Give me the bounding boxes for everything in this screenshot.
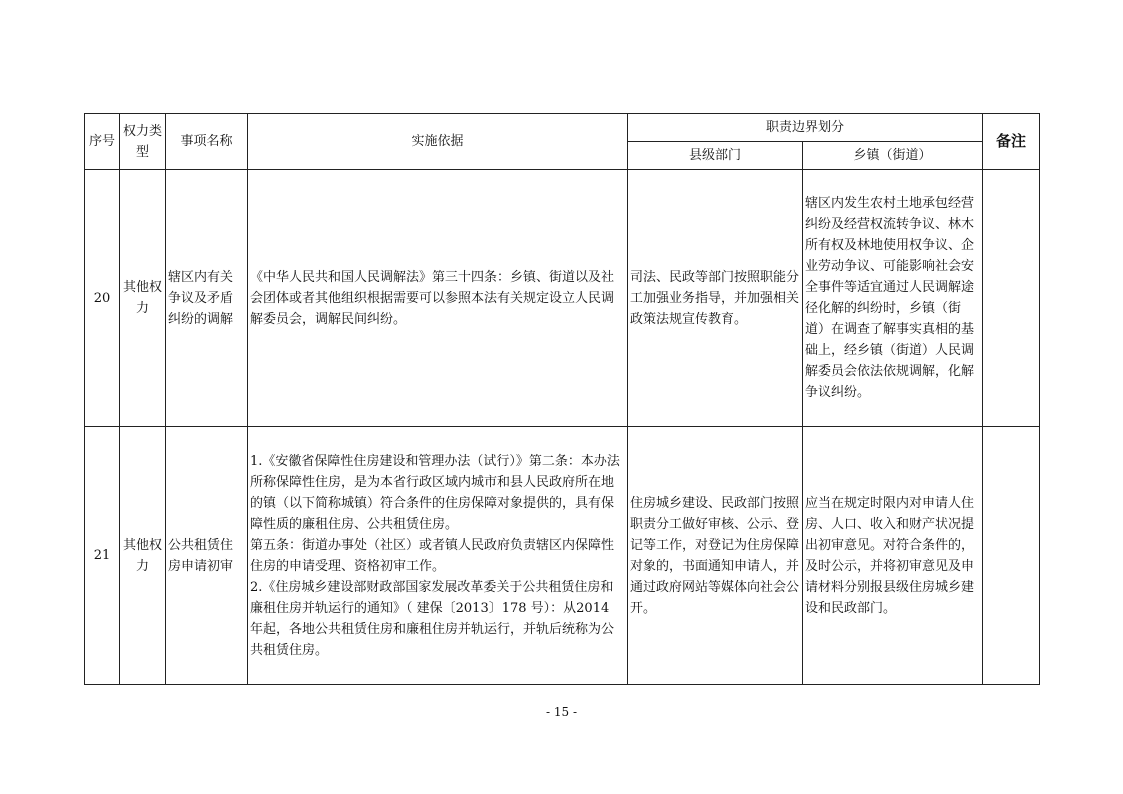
header-county: 县级部门	[628, 142, 803, 170]
basis-paragraph: 2.《住房城乡建设部财政部国家发展改革委关于公共租赁住房和廉租住房并轨运行的通知》（ 建保〔2013〕178 号）：从2014 年起，各地公共租赁住房和廉租住房并轨运行，并轨后统称为公共租赁住房。	[250, 579, 615, 658]
row-item-name: 辖区内有关争议及矛盾纠纷的调解	[166, 170, 248, 427]
header-row-1	[85, 114, 1040, 142]
row-county: 住房城乡建设、民政部门按照职责分工做好审核、公示、登记等工作，对登记为住房保障对象的，书面通知申请人，并通过政府网站等媒体向社会公开。	[628, 427, 803, 685]
row-remark	[983, 170, 1040, 427]
row-item-name: 公共租赁住房申请初审	[166, 427, 248, 685]
row-basis	[248, 427, 628, 685]
row-seq: 21	[85, 427, 120, 685]
table-row	[85, 170, 1040, 427]
header-boundary: 职责边界划分	[628, 114, 983, 142]
row-town: 辖区内发生农村土地承包经营纠纷及经营权流转争议、林木所有权及林地使用权争议、企业劳动争议、可能影响社会安全事件等适宜通过人民调解途径化解的纠纷时，乡镇（街道）在调查了解事实真相的基础上，经乡镇（街道）人民调解委员会依法依规调解，化解争议纠纷。	[803, 170, 983, 427]
basis-paragraph: 《中华人民共和国人民调解法》第三十四条：乡镇、街道以及社会团体或者其他组织根据需要可以参照本法有关规定设立人民调解委员会，调解民间纠纷。	[250, 269, 615, 327]
basis-paragraph: 第五条：街道办事处（社区）或者镇人民政府负责辖区内保障性住房的申请受理、资格初审工作。	[250, 537, 615, 574]
header-power-type: 权力类型	[120, 114, 166, 170]
responsibility-table	[84, 113, 1040, 685]
table-row	[85, 427, 1040, 685]
header-basis: 实施依据	[248, 114, 628, 170]
header-town: 乡镇（街道）	[803, 142, 983, 170]
basis-paragraph: 1.《安徽省保障性住房建设和管理办法（试行）》第二条：本办法所称保障性住房，是为本省行政区域内城市和县人民政府所在地的镇（以下简称城镇）符合条件的住房保障对象提供的，具有保障性质的廉租住房、公共租赁住房。	[250, 453, 620, 532]
header-seq: 序号	[85, 114, 120, 170]
row-seq: 20	[85, 170, 120, 427]
row-power-type: 其他权力	[120, 427, 166, 685]
header-remark: 备注	[983, 114, 1040, 170]
header-item-name: 事项名称	[166, 114, 248, 170]
row-basis	[248, 170, 628, 427]
row-county: 司法、民政等部门按照职能分工加强业务指导，并加强相关政策法规宣传教育。	[628, 170, 803, 427]
row-remark	[983, 427, 1040, 685]
page-number: - 15 -	[545, 705, 577, 719]
row-power-type: 其他权力	[120, 170, 166, 427]
row-town: 应当在规定时限内对申请人住房、人口、收入和财产状况提出初审意见。对符合条件的，及时公示，并将初审意见及申请材料分别报县级住房城乡建设和民政部门。	[803, 427, 983, 685]
